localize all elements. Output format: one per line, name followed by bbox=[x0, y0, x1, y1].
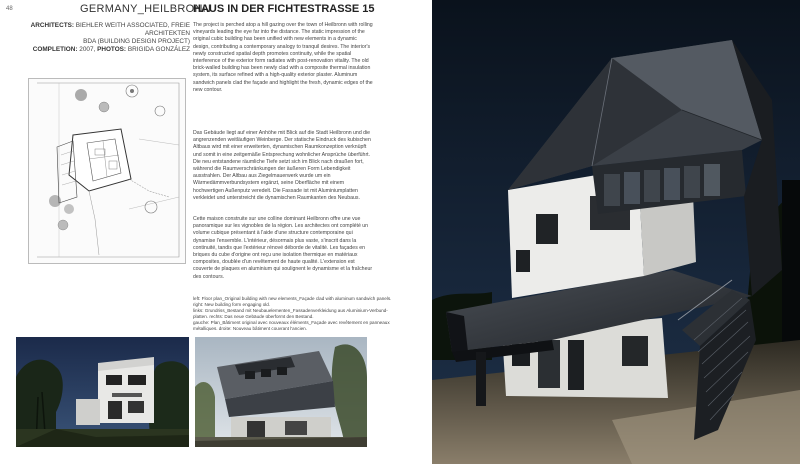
architects-value-2: BDA (BUILDING DESIGN PROJECT) bbox=[83, 38, 190, 45]
photos-value: BRIGIDA GONZÁLEZ bbox=[127, 46, 190, 53]
project-credits bbox=[18, 22, 190, 54]
location-heading: GERMANY_HEILBRONN bbox=[80, 3, 212, 15]
photo-cladding-detail bbox=[195, 337, 367, 447]
caption-line-6: métalliques. droite: Nouveau bâtiment couvrant l'ancien. bbox=[193, 326, 307, 331]
right-page-photo bbox=[432, 0, 800, 464]
caption-line-1: left: Floor plan_Original building with new elements_Façade clad with aluminum sandwich panels. bbox=[193, 296, 392, 301]
architects-line bbox=[18, 22, 190, 38]
caption-line-4: platten. rechts: Das neue Gebäude überformt den Bestand. bbox=[193, 314, 314, 319]
photo-house-trees-svg bbox=[16, 337, 189, 447]
architects-value-1: BIEHLER WEITH ASSOCIATED, FREIE ARCHITEKTEN bbox=[75, 22, 190, 37]
photos-label: PHOTOS: bbox=[97, 46, 127, 53]
caption-line-2: right: New building form engaging old. bbox=[193, 302, 271, 307]
caption-line-3: links: Grundriss_Bestand mit Neubauelementen_Fassadenverkleidung aus Aluminium-Verbund- bbox=[193, 308, 388, 313]
architects-line-2 bbox=[18, 38, 190, 46]
project-title: HAUS IN DER FICHTESTRASSE 15 bbox=[193, 3, 375, 15]
photo-caption bbox=[193, 296, 392, 332]
text-german: Das Gebäude liegt auf einer Anhöhe mit Blick auf die Stadt Heilbronn und die angrenzenden weitläufigen Weinberge. Der statische Eindruck des kubischen Altbaus wird mit einer erweiterten, dynamischen Raumkonzeption verknüpft und somit in eine zeitgemäße Entsprechung wohnlicher Ansprüche überführt. Die neu entstandene räumliche Tiefe setzt sich im Blick nach draußen fort, während die Raumverschränkungen der äußeren Form Lebendigkeit ausstrahlen. Der Altbau aus Ziegelmauerwerk wurde um ein Wärmedämmverbundsystem ergänzt, seine Oberfläche mit einem hochwertigen Außenputz veredelt. Die Fassade ist mit Aluminiumplatten verkleidet und unterstreicht die dynamischen Raumkanten des Neubaus. bbox=[193, 130, 371, 201]
completion-value: 2007 bbox=[79, 46, 94, 53]
photo-house-trees bbox=[16, 337, 189, 447]
text-french: Cette maison construite sur une colline dominant Heilbronn offre une vue panoramique sur les vignobles de la région. Les architectes ont complété un volume cubique présentant à l'aide d'une structure contemporaine qui dynamise l'ensemble. L'intérieur, désormais plus vaste, s'inscrit dans la continuité, tandis que l'extérieur rénové déborde de vitalité. Les façades en briques du cube d'origine ont reçu une isolation thermique en matériaux composites, doublée d'un revêtement de haute qualité. L'extension est couverte de plaques en aluminium qui soulignent le dynamisme et la fraîcheur des contours. bbox=[193, 216, 373, 280]
architects-label: ARCHITECTS: bbox=[30, 22, 74, 29]
page-number: 48 bbox=[6, 6, 13, 12]
caption-line-5: gauche: Plan_Bâtiment original avec nouveaux éléments_Façade avec revêtement en panneaux bbox=[193, 320, 390, 325]
text-english: The project is perched atop a hill gazing over the town of Heilbronn with rolling vineyards leading the eye far into the distance. The static impression of the original cubic building has been unified with new elements in a dynamic design, contributing a contemporary analogy to tranquil desires. The interior's newly constructed spatial depth promotes continuity, while the spatial interference of the exterior form radiates with post-renovation vitality. The old brick-walled building has been newly clad with a composite thermal insulation system, its surface refined with a high-quality exterior plaster. Aluminum sandwich panels clad the façade and highlight the fresh, dynamic edges of the new contour. bbox=[193, 22, 373, 93]
completion-line: COMPLETION: 2007, PHOTOS: BRIGIDA GONZÁLEZ bbox=[32, 46, 190, 53]
photo-cladding-svg bbox=[195, 337, 367, 447]
site-plan-drawing bbox=[28, 78, 186, 264]
completion-label: COMPLETION: bbox=[32, 46, 78, 53]
body-text-column bbox=[193, 22, 373, 278]
main-photo-night-house bbox=[432, 0, 800, 464]
site-plan-svg bbox=[29, 79, 185, 263]
